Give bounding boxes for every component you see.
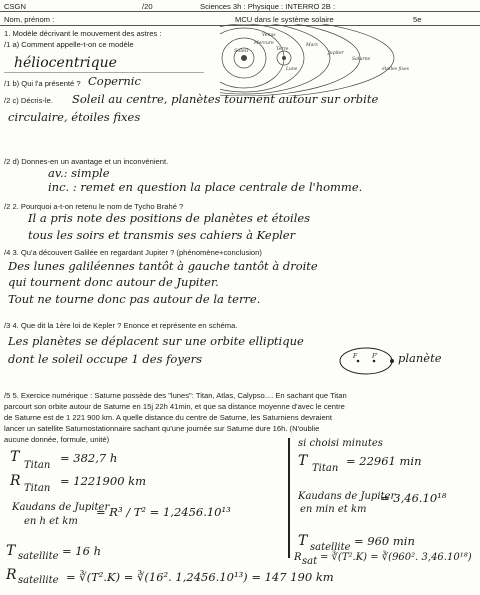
q55-line5: aucune donnée, formule, unité) — [4, 435, 110, 444]
kepler-min-label-line2: en min et km — [300, 504, 367, 515]
kepler-min-label-line1: Kaudans de Jupiter — [298, 491, 396, 502]
diagram-label-etoiles: étoiles fixes — [382, 67, 409, 72]
q43-answer-line1: Des lunes galiléennes tantôt à gauche tantôt à droite — [8, 259, 318, 273]
header-divider-top — [0, 11, 480, 12]
t-titan-min-subscript: Titan — [312, 463, 339, 474]
t-satellite-symbol: T — [6, 543, 16, 559]
q1b-answer: Copernic — [88, 74, 141, 88]
diagram-label-saturne: Saturne — [352, 57, 371, 62]
kepler-constant-label-line1: Kaudans de Jupiter — [12, 502, 110, 513]
t-titan-min-value: = 22961 min — [346, 454, 422, 468]
q55-line4: lancer un satellite Saturnostationnaire sachant qu'une journée sur Saturne dure 16h. (N'oublie — [4, 424, 320, 433]
t-satellite-min-symbol: T — [298, 533, 308, 549]
kepler-constant-value: = R³ / T² = 1,2456.10¹³ — [96, 505, 231, 519]
q2d-answer-line2: inc. : remet en question la place centrale de l'homme. — [48, 180, 363, 194]
r-titan-value: = 1221900 km — [60, 474, 147, 488]
q43-label: /4 3. Qu'a découvert Galilée en regardant Jupiter ? (phénomène+conclusion) — [4, 248, 262, 257]
q2c-label: /2 c) Décris-le. — [4, 96, 53, 105]
q22-label: /2 2. Pourquoi a-t-on retenu le nom de Tycho Brahé ? — [4, 202, 184, 211]
sun-dot — [241, 55, 247, 61]
q1a-answer: héliocentrique — [14, 55, 117, 71]
r-satellite-min-symbol: R — [294, 552, 302, 563]
diagram-label-jupiter: Jupiter — [328, 51, 344, 56]
q2d-label: /2 d) Donnes-en un avantage et un inconvénient. — [4, 157, 169, 166]
q22-answer-line1: Il a pris note des positions de planètes et étoiles — [28, 211, 311, 225]
r-satellite-min-subscript: sat — [302, 556, 318, 567]
score-total: /20 — [142, 2, 153, 11]
diagram-label-terre: Terre — [276, 47, 289, 52]
q2c-answer-line2: circulaire, étoiles fixes — [8, 110, 141, 124]
minutes-option-label: si choisi minutes — [298, 438, 383, 449]
r-titan-subscript: Titan — [24, 483, 51, 494]
q44-answer-line2: dont le soleil occupe 1 des foyers — [8, 352, 203, 366]
name-label: Nom, prénom : — [4, 15, 55, 24]
q55-line3: de Saturne est de 1 221 900 km. A quelle distance du centre de Saturne, les Saturniens devraient — [4, 413, 333, 422]
t-titan-value: = 382,7 h — [60, 451, 118, 465]
r-satellite-symbol: R — [6, 567, 17, 583]
course-title: Sciences 3h : Physique : INTERRO 2B : — [200, 2, 336, 11]
q55-line1: /5 5. Exercice numérique : Saturne possède des "lunes": Titan, Atlas, Calypso.... En sachant que Titan — [4, 391, 347, 400]
kepler-min-value: = 3,46.10¹⁸ — [380, 491, 447, 505]
r-titan-symbol: R — [10, 473, 21, 489]
column-divider — [288, 438, 290, 558]
diagram-label-lune: Lune — [286, 67, 298, 72]
diagram-label-mercure: Mercure — [254, 41, 274, 46]
planet-label: planète — [398, 351, 442, 365]
r-satellite-formula: = ∛(T².K) = ∛(16². 1,2456.10¹³) = 147 190 km — [66, 570, 334, 584]
diagram-label-mars: Mars — [306, 43, 318, 48]
q2c-answer-line1: Soleil au centre, planètes tournent autour sur orbite — [72, 92, 379, 106]
t-titan-subscript: Titan — [24, 460, 51, 471]
heliocentric-diagram — [220, 24, 410, 96]
q55-line2: parcourt son orbite autour de Saturne en 15j 22h 41min, et que sa distance moyenne d'avec le centre — [4, 402, 345, 411]
earth-dot — [282, 56, 286, 60]
focus-f-prime-label: F' — [372, 353, 378, 360]
section1-title: 1. Modèle décrivant le mouvement des astres : — [4, 29, 162, 38]
q44-label: /3 4. Que dit la 1ère loi de Kepler ? Enonce et représente en schéma. — [4, 321, 238, 330]
q1b-label: /1 b) Qui l'a présenté ? — [4, 79, 81, 88]
diagram-label-venus: Venus — [262, 33, 276, 38]
r-satellite-min-formula: = ∛(T².K) = ∛(960². 3,46.10¹⁸) — [320, 552, 472, 563]
kepler-ellipse-sketch — [336, 344, 396, 378]
q2d-answer-line1: av.: simple — [48, 166, 110, 180]
q43-answer-line2: qui tournent donc autour de Jupiter. — [8, 275, 219, 289]
q22-answer-line2: tous les soirs et transmis ses cahiers à Kepler — [28, 228, 296, 242]
t-satellite-value: = 16 h — [62, 544, 101, 558]
topic-title: MCU dans le système solaire — [235, 15, 334, 24]
t-satellite-min-subscript: satellite — [310, 542, 351, 553]
focus-f-label: F — [353, 353, 358, 360]
q1a-label: /1 a) Comment appelle-t-on ce modèle — [4, 40, 134, 49]
t-satellite-subscript: satellite — [18, 551, 59, 562]
class-label: 5e — [413, 15, 422, 24]
sun-label: Soleil — [234, 48, 249, 54]
answer-line — [4, 72, 204, 73]
q44-answer-line1: Les planètes se déplacent sur une orbite elliptique — [8, 334, 304, 348]
school-name: CSGN — [4, 2, 26, 11]
t-titan-symbol: T — [10, 449, 20, 465]
q43-answer-line3: Tout ne tourne donc pas autour de la terre. — [8, 292, 261, 306]
kepler-constant-label-line2: en h et km — [24, 516, 78, 527]
t-titan-min-symbol: T — [298, 453, 308, 469]
r-satellite-subscript: satellite — [18, 575, 59, 586]
t-satellite-min-value: = 960 min — [354, 534, 415, 548]
